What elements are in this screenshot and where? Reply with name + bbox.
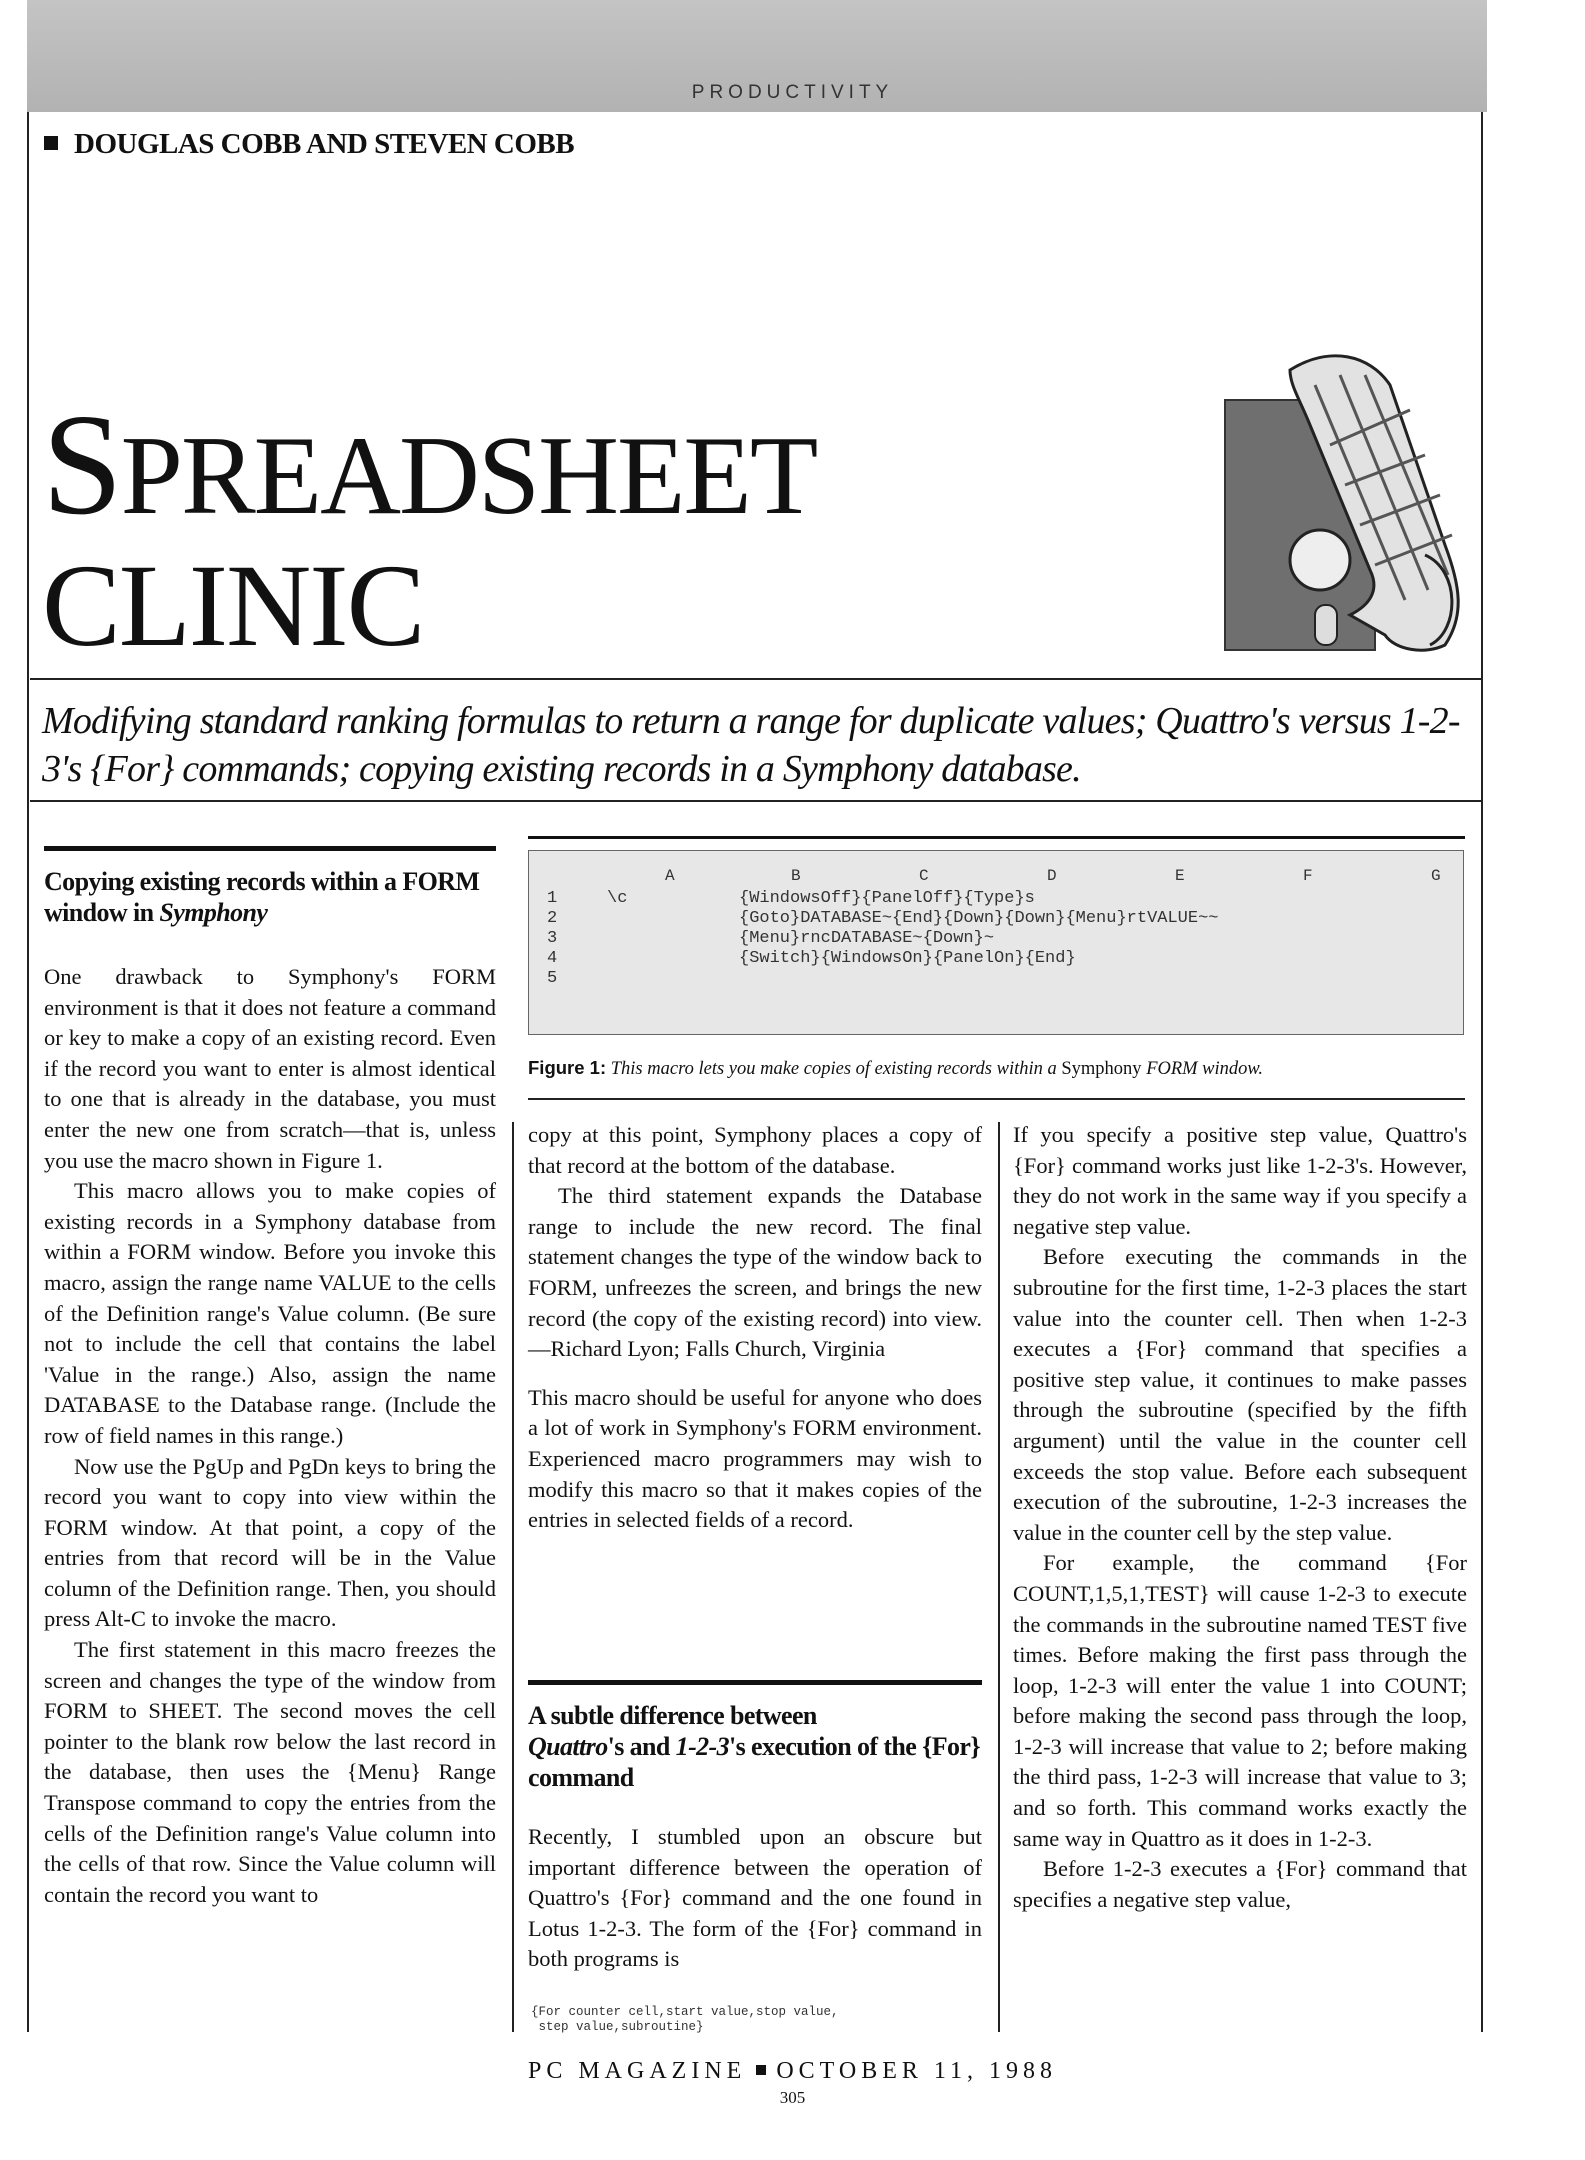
byline-text: DOUGLAS COBB AND STEVEN COBB	[74, 128, 575, 160]
paragraph: One drawback to Symphony's FORM environment is that it does not feature a command or key to make a copy of an existing record. Even if the record you want to enter is almost identical to one that is already in the database, you must enter the new one from scratch—that is, unless you use the macro shown in Figure 1.	[44, 964, 496, 1173]
section1-heading	[44, 866, 504, 928]
bullet-square-icon	[44, 136, 58, 150]
footer-magazine: PC MAGAZINE	[527, 2058, 747, 2084]
paragraph: If you specify a positive step value, Quattro's {For} command works just like 1-2-3's. However, they do not work in the same way if you specify a negative step value.	[1013, 1122, 1467, 1239]
section2-rule	[528, 1680, 982, 1685]
page-number: 305	[779, 2088, 806, 2107]
section2-heading-line: A subtle difference between	[528, 1701, 817, 1730]
macro-name-cell: \c	[607, 889, 628, 908]
paragraph: For example, the command {For COUNT,1,5,1,TEST} will cause 1-2-3 to execute the commands in the subroutine named TEST five times. Before making the first pass through the loop, 1-2-3 will enter the value 1 into COUNT; before making the second pass through the loop, 1-2-3 will increase that value to 2; before making the third pass, 1-2-3 will increase that value to 3; and so forth. This command works exactly the same way in Quattro as it does in 1-2-3.	[1013, 1550, 1467, 1851]
paragraph: This macro allows you to make copies of existing records in a Symphony database from within a FORM window. Before you invoke this macro, assign the range name VALUE to the cells of the Definition range's Value column. (Be sure not to include the cell that contains the label 'Value in the range.) Also, assign the name DATABASE to the Database range. (Include the row of field names in this range.)	[44, 1178, 496, 1448]
caption-text: FORM window.	[1141, 1059, 1264, 1079]
page-footer	[0, 2058, 1585, 2085]
macro-code-line: {Goto}DATABASE~{End}{Down}{Down}{Menu}rtVALUE~~	[739, 909, 1219, 928]
figure-1-spreadsheet	[528, 850, 1464, 1035]
column-header: B	[791, 867, 801, 885]
article-title	[42, 385, 817, 671]
column-header: D	[1047, 867, 1057, 885]
row-number: 3	[547, 929, 558, 948]
macro-code-line: {Menu}rncDATABASE~{Down}~	[739, 929, 995, 948]
column-header: E	[1175, 867, 1185, 885]
title-line1-rest: PREADSHEET	[120, 414, 817, 538]
paragraph: Now use the PgUp and PgDn keys to bring the record you want to copy into view within the FORM window. At that point, a copy of the entries from that record will be in the Value column of the Definition range. Then, you should press Alt-C to invoke the macro.	[44, 1453, 496, 1632]
footer-date: OCTOBER 11, 1988	[776, 2058, 1058, 2084]
title-line2: CLINIC	[42, 540, 424, 671]
paragraph: Before executing the commands in the subroutine for the first time, 1-2-3 places the start value into the counter cell. Then when 1-2-3 executes a {For} command that specifies a positive step value, it continues to make passes through the subroutine (specified by the fifth argument) until the value in the counter cell exceeds the stop value. Before each subsequent execution of the subroutine, 1-2-3 increases the value in the counter cell by the step value.	[1013, 1244, 1467, 1545]
paragraph: Recently, I stumbled upon an obscure but important difference between the operation of Quattro's {For} command and the one found in Lotus 1-2-3. The form of the {For} command in both programs is	[528, 1824, 982, 1972]
section2-heading-text: 's and	[607, 1732, 676, 1761]
row-number: 2	[547, 909, 558, 928]
caption-text: This macro lets you make copies of existing records within a	[606, 1059, 1062, 1079]
paragraph: Before 1-2-3 executes a {For} command that specifies a negative step value,	[1013, 1856, 1467, 1912]
deck-rule-bottom	[30, 800, 1482, 802]
frame-rule-left	[27, 112, 29, 2032]
syntax-line: {For counter cell,start value,stop value,	[531, 2005, 839, 2019]
macro-code-line: {WindowsOff}{PanelOff}{Type}s	[739, 889, 1035, 908]
paragraph: The first statement in this macro freezes the screen and changes the type of the window from FORM to SHEET. The second moves the cell pointer to the blank row below the last record in the database, then uses the {Menu} Range Transpose command to copy the entries from the cells of the Definition range's Value column into the cells of that row. Since the Value column will contain the record you want to	[44, 1637, 496, 1907]
section2-heading	[528, 1700, 982, 1793]
figure-rule	[528, 836, 1465, 839]
column-2-body	[528, 1120, 982, 1536]
figure-caption-rule	[528, 1098, 1465, 1100]
row-number: 5	[547, 969, 558, 988]
frame-rule-right	[1481, 112, 1483, 2032]
floppy-disk-icon	[1220, 345, 1470, 660]
column-rule-1	[512, 1122, 514, 2032]
byline	[44, 128, 574, 161]
section1-heading-text: Copying existing records within a FORM window in	[44, 867, 480, 927]
column-rule-2	[998, 1122, 1000, 2032]
section2-heading-italic: 1-2-3	[675, 1732, 729, 1761]
figure-1-caption	[528, 1057, 1468, 1080]
caption-label: Figure 1:	[528, 1057, 607, 1078]
section1-heading-italic: Symphony	[159, 898, 268, 927]
section2-heading-text: 's execution of the {For} command	[528, 1732, 980, 1792]
section2-heading-italic: Quattro	[528, 1732, 608, 1761]
deck-rule-top	[30, 678, 1482, 680]
column-header: G	[1431, 867, 1441, 885]
bullet-square-icon	[756, 2065, 766, 2075]
macro-code-line: {Switch}{WindowsOn}{PanelOn}{End}	[739, 949, 1076, 968]
syntax-line: step value,subroutine}	[531, 2020, 704, 2034]
column-header: A	[665, 867, 675, 885]
title-initial: S	[42, 385, 121, 545]
article-deck: Modifying standard ranking formulas to return a range for duplicate values; Quattro's versus 1-2-3's {For} commands; copying existing records in a Symphony database.	[42, 700, 1460, 790]
column-header: C	[919, 867, 929, 885]
caption-text: Symphony	[1061, 1059, 1142, 1079]
row-number: 1	[547, 889, 558, 908]
column-3-body	[1013, 1120, 1467, 1915]
row-number: 4	[547, 949, 558, 968]
section2-intro	[528, 1822, 982, 1975]
section-label: PRODUCTIVITY	[691, 82, 894, 103]
section1-rule	[44, 846, 496, 851]
editor-note: This macro should be useful for anyone who does a lot of work in Symphony's FORM environment. Experienced macro programmers may wish to modify this macro so that it makes copies of the entries in selected fields of a record.	[528, 1384, 982, 1533]
column-1-body	[44, 962, 496, 1910]
column-header: F	[1303, 867, 1313, 885]
paragraph: copy at this point, Symphony places a copy of that record at the bottom of the database.	[528, 1122, 982, 1178]
for-command-syntax	[531, 2005, 981, 2035]
paragraph: The third statement expands the Database range to include the new record. The final statement changes the type of the window back to FORM, unfreezes the screen, and brings the new record (the copy of the existing record) into view.—Richard Lyon; Falls Church, Virginia	[528, 1183, 982, 1362]
